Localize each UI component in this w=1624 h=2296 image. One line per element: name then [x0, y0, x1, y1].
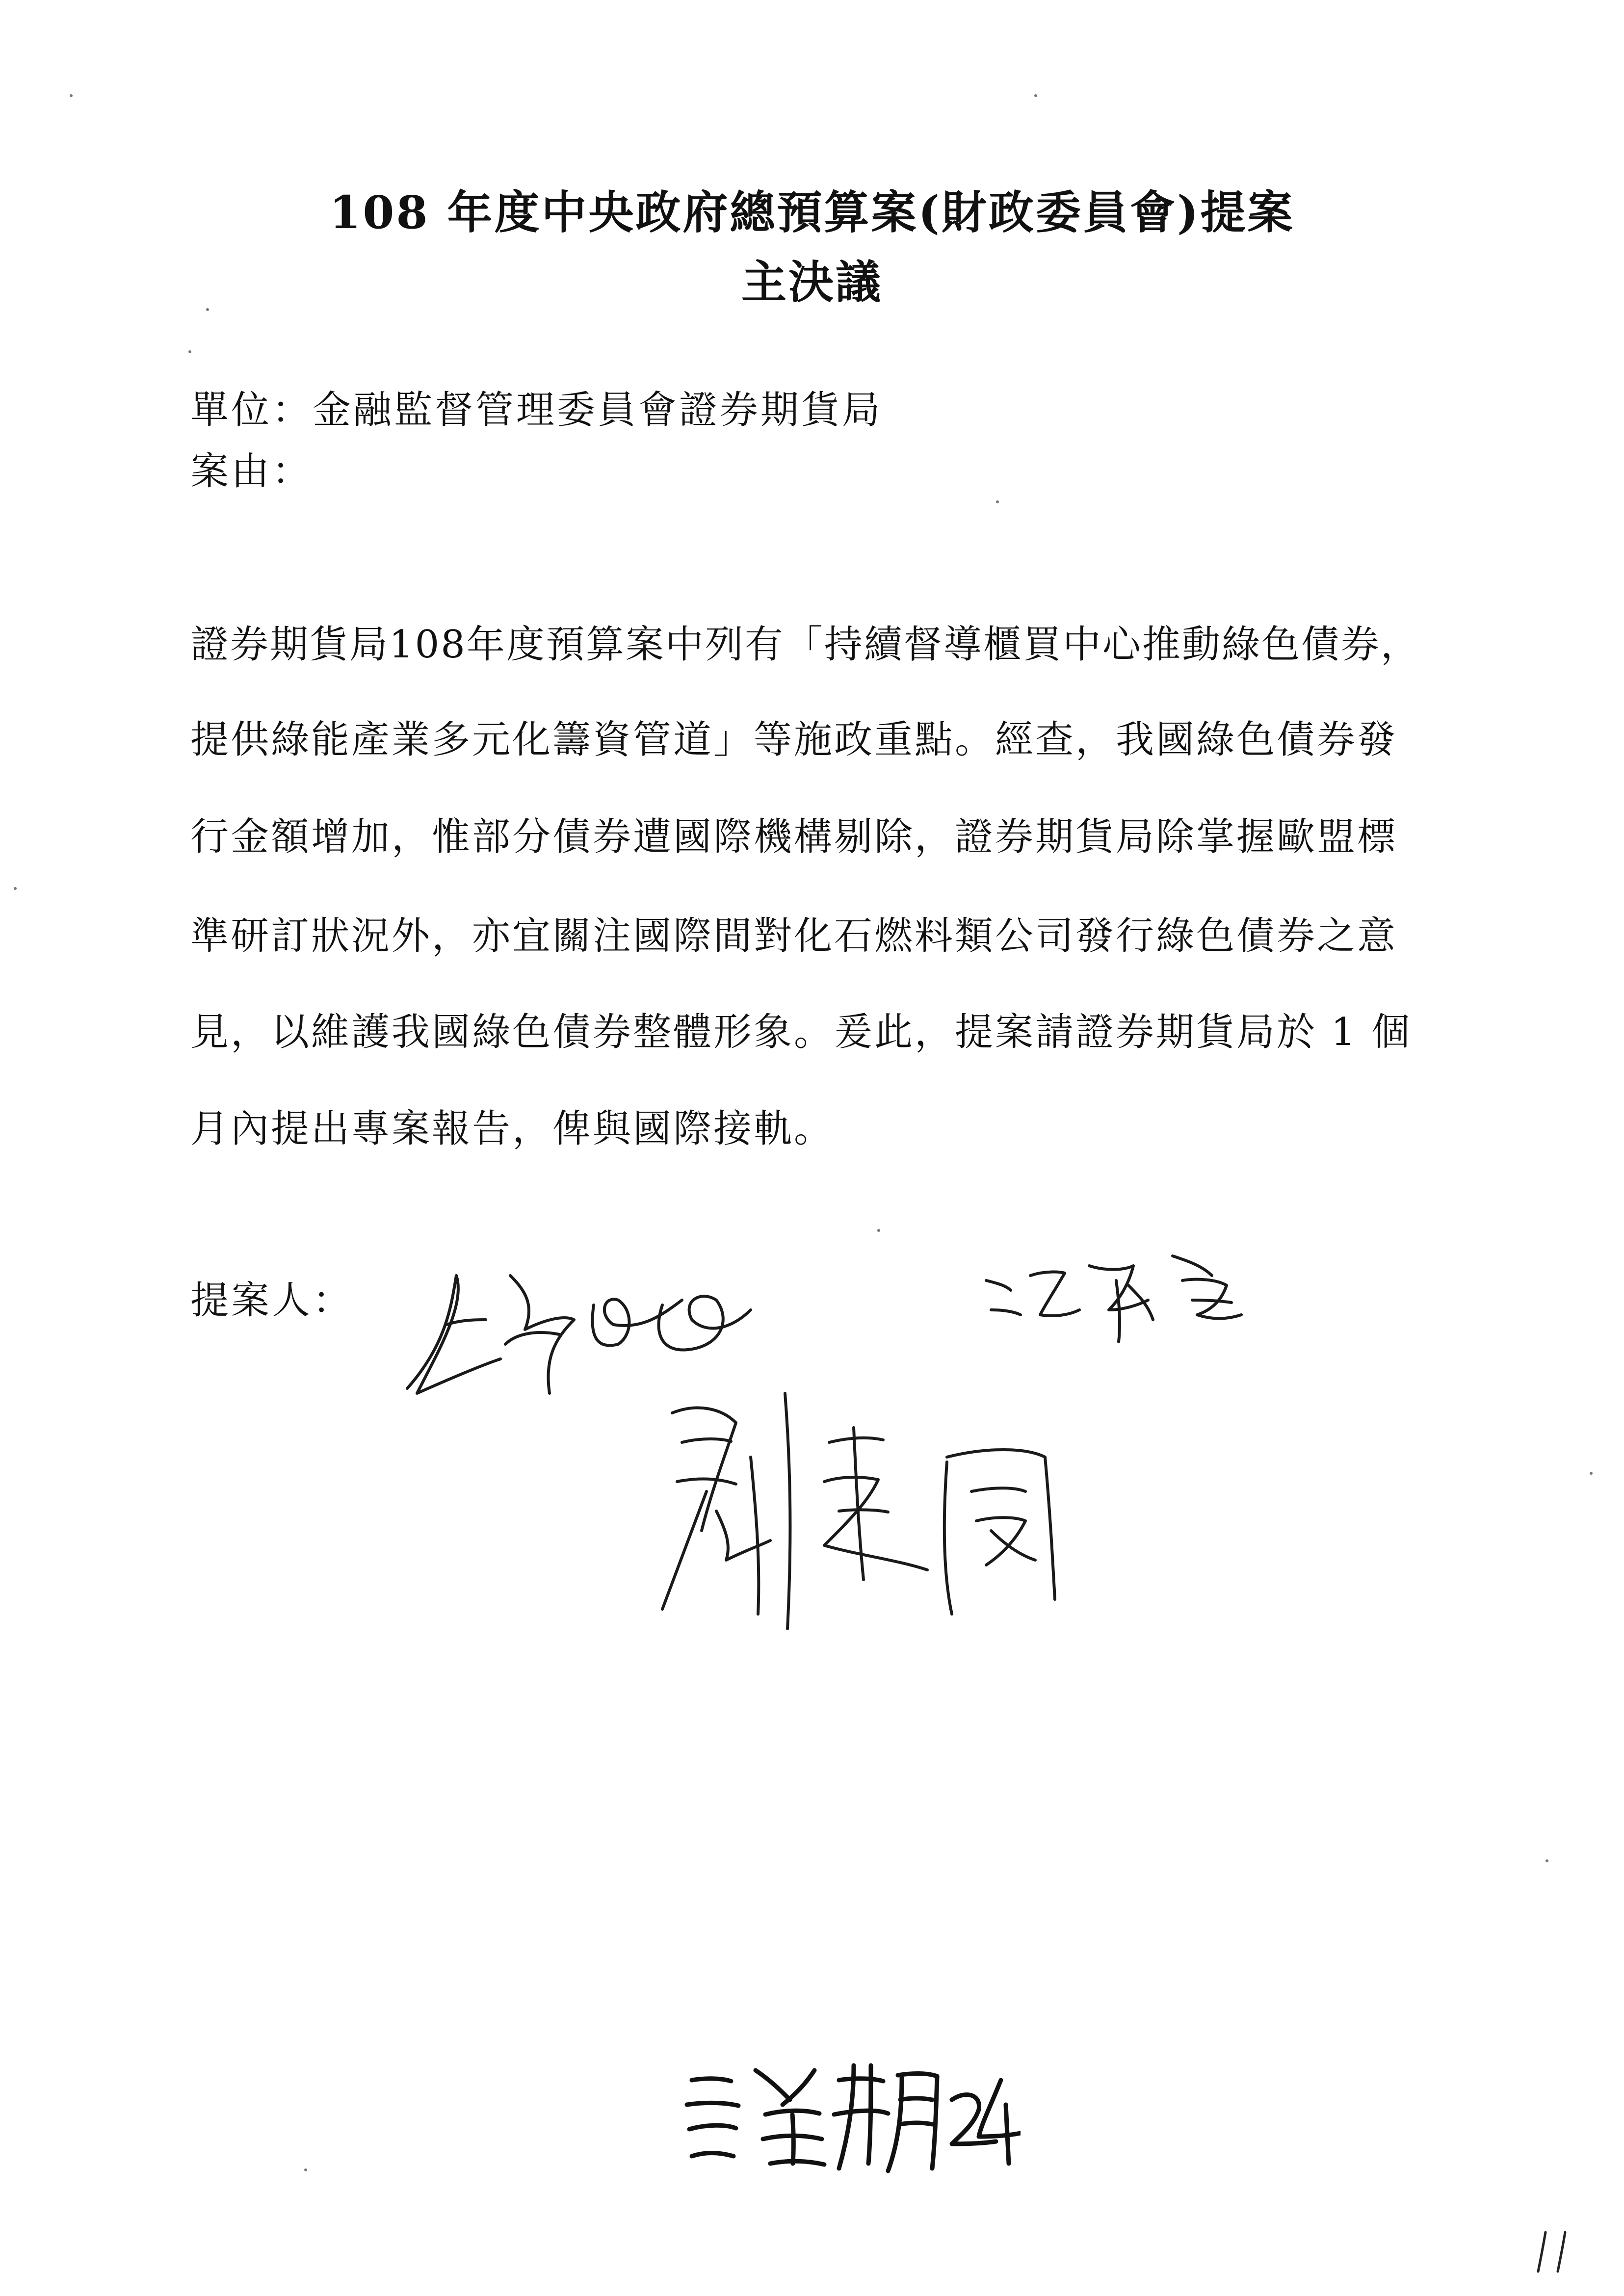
scan-speck [188, 350, 191, 353]
body-line: 行金額增加，惟部分債券遭國際機構剔除，證券期貨局除掌握歐盟標 [190, 815, 1398, 859]
scan-speck [70, 94, 73, 97]
handwritten-signature-2 [976, 1236, 1271, 1354]
handwritten-page-number [1526, 2222, 1580, 2276]
body-line: 見，以維護我國綠色債券整體形象。爰此，提案請證券期貨局於 1 個 [190, 1010, 1412, 1054]
body-line: 月內提出專案報告，俾與國際接軌。 [190, 1107, 835, 1151]
document-subtitle: 主決議 [741, 256, 883, 309]
body-line: 提供綠能產業多元化籌資管道」等施政重點。經查，我國綠色債券發 [190, 718, 1398, 762]
unit-field [190, 388, 883, 434]
handwritten-signature-3 [653, 1383, 1119, 1639]
scan-speck [1590, 1472, 1593, 1475]
scan-speck [1034, 94, 1037, 97]
proposer-label: 提案人： [190, 1278, 354, 1323]
scan-speck [304, 2168, 307, 2171]
document-title: 108 年度中央政府總預算案(財政委員會)提案 [329, 186, 1295, 239]
unit-value: 金融監督管理委員會證券期貨局 [313, 388, 883, 432]
handwritten-stamp [677, 2051, 1021, 2178]
scan-speck [996, 500, 999, 503]
scan-speck [877, 1229, 880, 1232]
body-line: 準研訂狀況外，亦宜關注國際間對化石燃料類公司發行綠色債券之意 [190, 914, 1398, 958]
scan-speck [14, 887, 17, 890]
body-line: 證券期貨局108年度預算案中列有「持續督導櫃買中心推動綠色債券， [190, 623, 1420, 667]
reason-label: 案由： [190, 449, 313, 494]
unit-label: 單位： [190, 388, 313, 432]
scan-speck [1545, 1859, 1548, 1862]
